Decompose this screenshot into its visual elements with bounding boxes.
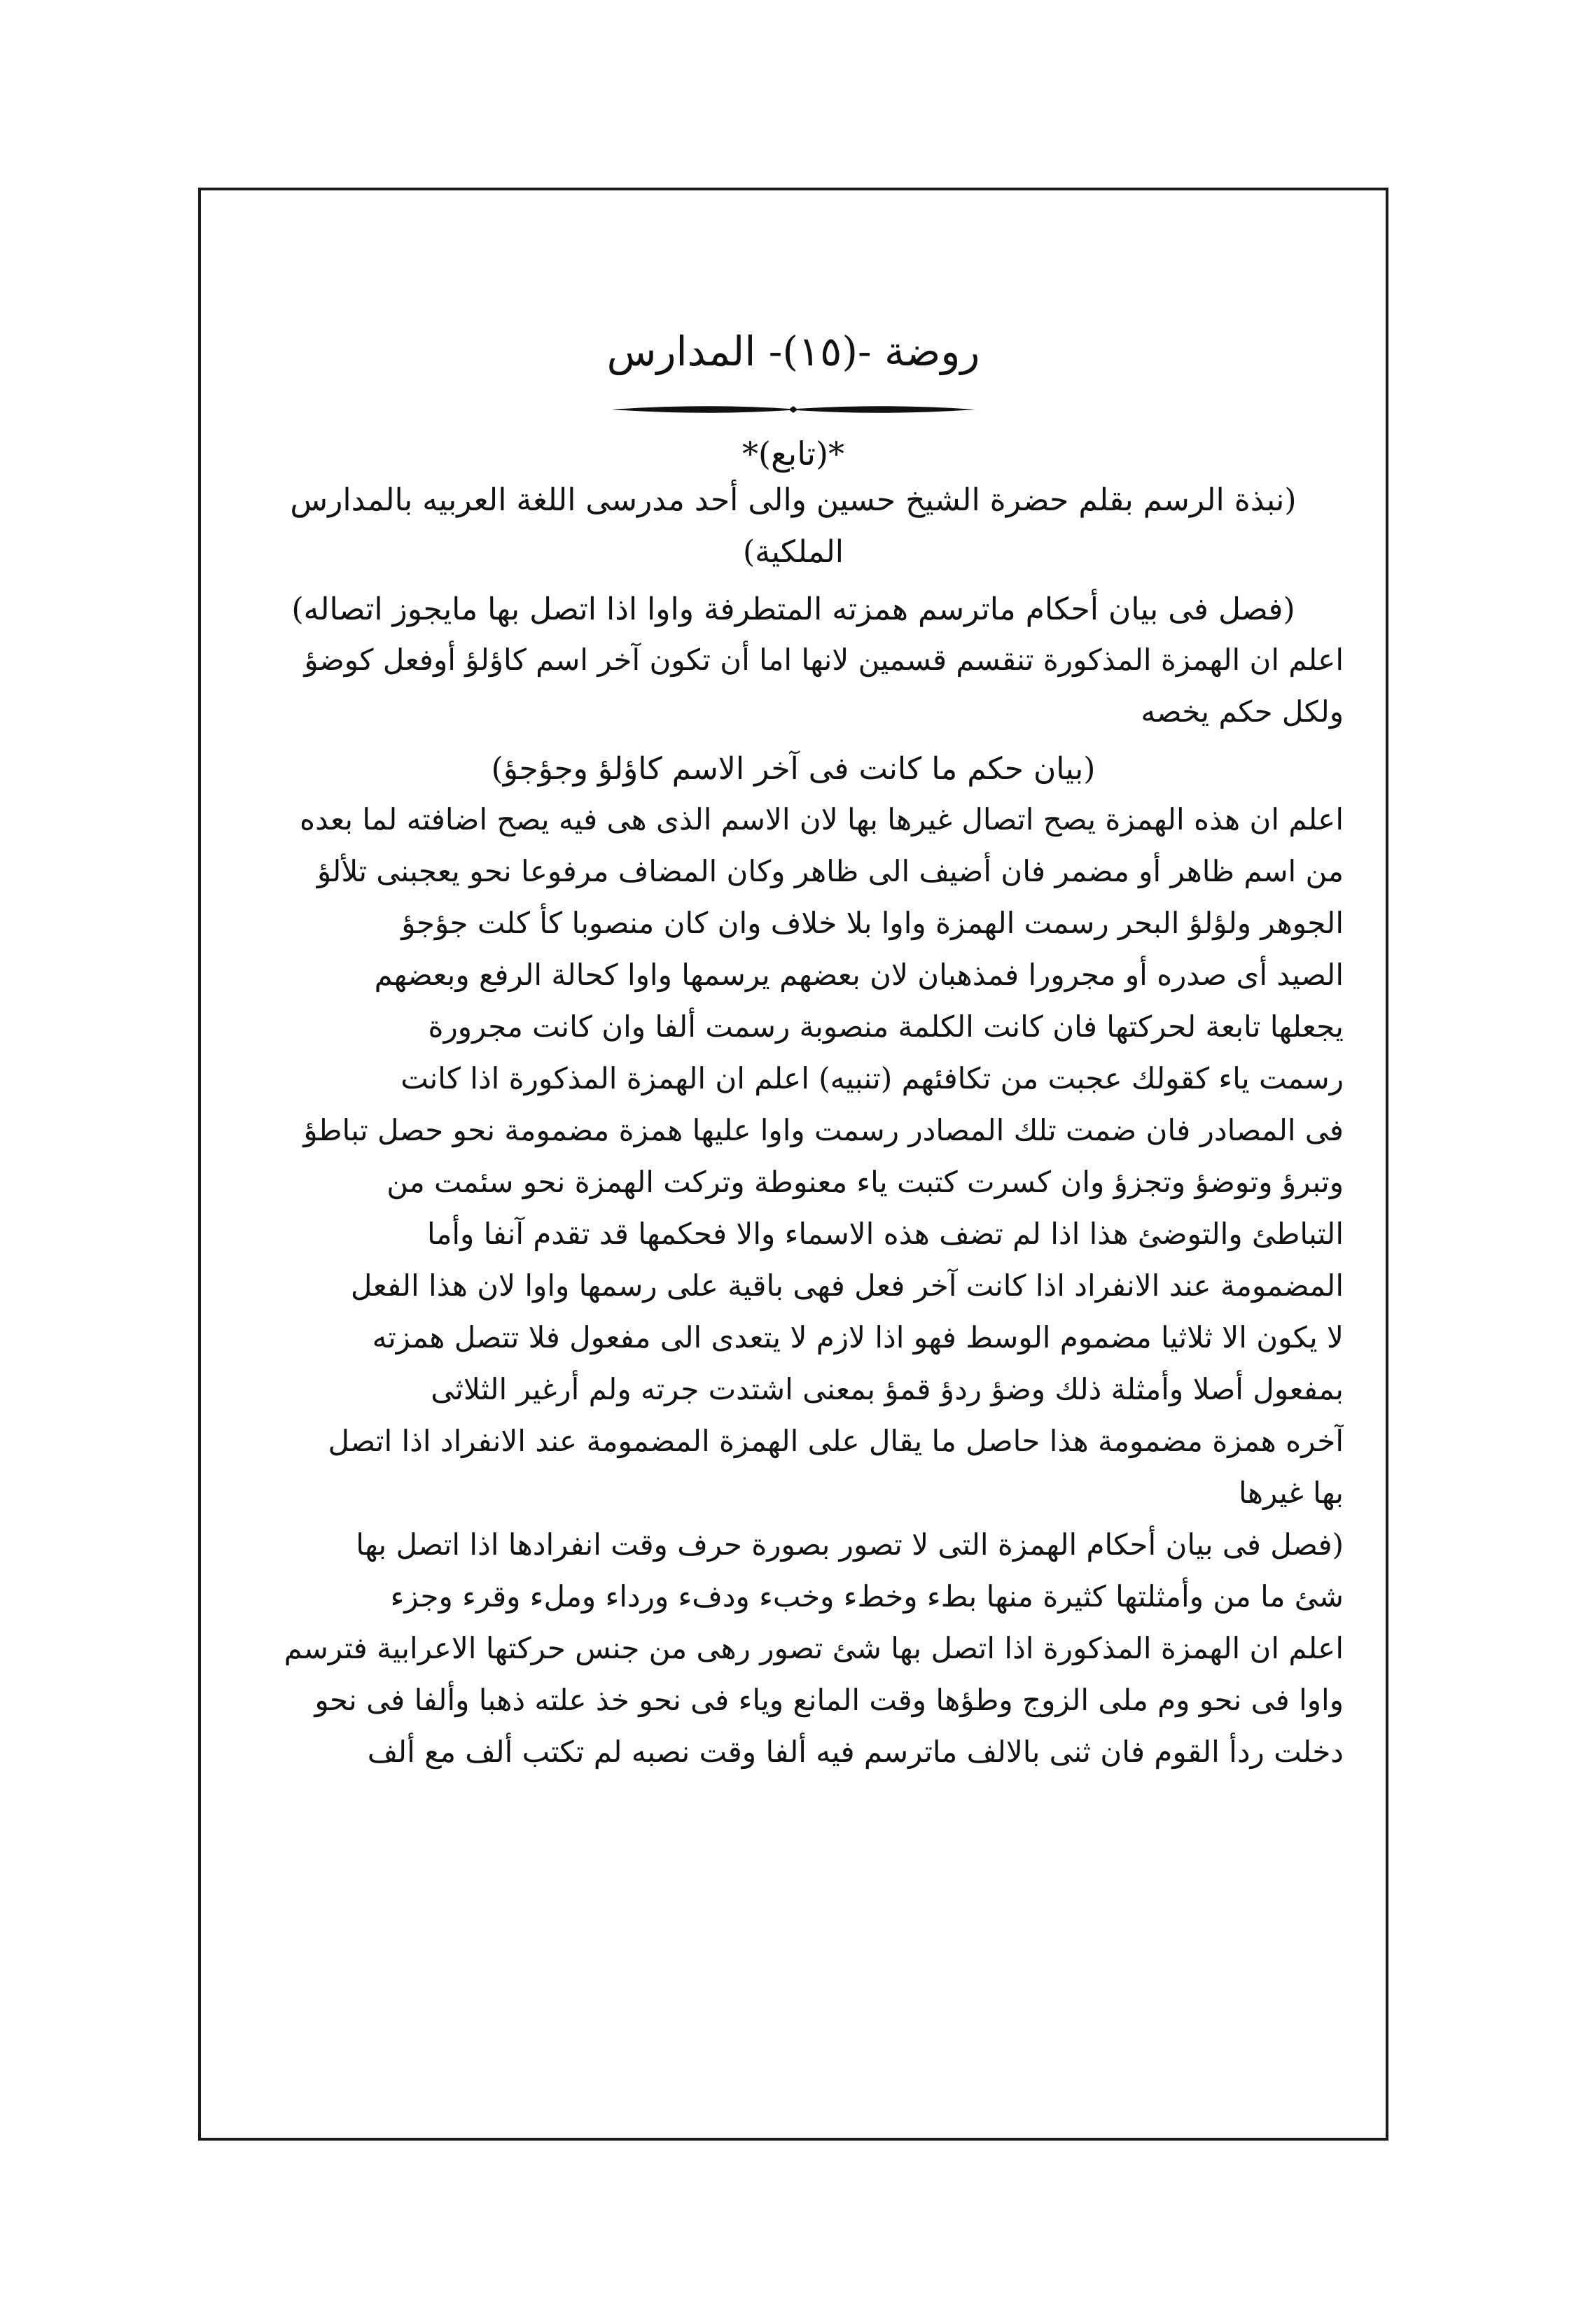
text-line: شئ ما من وأمثلتها كثيرة منها بطء وخطء وخبء ودفء ورداء وملء وقرء وجزء: [390, 1579, 1344, 1614]
text-line: وتبرؤ وتوضؤ وتجزؤ وان كسرت كتبت ياء معنوطة وتركت الهمزة نحو سئمت من: [386, 1165, 1344, 1199]
subtitle-line-1: (نبذة الرسم بقلم حضرة الشيخ حسين والى أحد مدرسى اللغة العربيه بالمدارس: [290, 482, 1297, 518]
text-line: اعلم ان الهمزة المذكورة اذا اتصل بها شئ تصور رهى من جنس حركتها الاعرابية فترسم: [284, 1631, 1344, 1665]
text-line: بمفعول أصلا وأمثلة ذلك وضؤ ردؤ قمؤ بمعنى اشتدت جرته ولم أرغير الثلاثى: [431, 1372, 1344, 1406]
text-line: اعلم ان الهمزة المذكورة تنقسم قسمين لانها اما أن تكون آخر اسم كاؤلؤ أوفعل كوضؤ: [304, 643, 1344, 677]
text-line: ولكل حكم يخصه: [1141, 694, 1344, 729]
subtitle-line-2: الملكية): [743, 534, 844, 570]
text-line: التباطئ والتوضئ هذا اذا لم تضف هذه الاسماء والا فحكمها قد تقدم آنفا وأما: [427, 1217, 1344, 1251]
section-heading-1: (فصل فى بيان أحكام ماترسم همزته المتطرفة واوا اذا اتصل بها مايجوز اتصاله): [291, 592, 1295, 627]
text-line: دخلت ردأ القوم فان ثنى بالالف ماترسم فيه ألفا وقت نصبه لم تكتب ألف مع ألف: [367, 1735, 1344, 1769]
running-header: روضة -(١٥)- المدارس: [606, 328, 980, 375]
text-line: اعلم ان هذه الهمزة يصح اتصال غيرها بها لان الاسم الذى هى فيه يصح اضافته لما بعده: [300, 802, 1344, 836]
text-line: فى المصادر فان ضمت تلك المصادر رسمت واوا عليها همزة مضمومة نحو حصل تباطؤ: [303, 1113, 1344, 1147]
text-line: الصيد أى صدره أو مجرورا فمذهبان لان بعضهم يرسمها واوا كحالة الرفع وبعضهم: [374, 958, 1344, 992]
text-line: آخره همزة مضمومة هذا حاصل ما يقال على الهمزة المضمومة عند الانفراد اذا اتصل: [328, 1424, 1344, 1458]
text-line: يجعلها تابعة لحركتها فان كانت الكلمة منصوبة رسمت ألفا وان كانت مجرورة: [428, 1009, 1344, 1044]
text-line: المضمومة عند الانفراد اذا كانت آخر فعل فهى باقية على رسمها واوا لان هذا الفعل: [350, 1268, 1344, 1303]
text-line: واوا فى نحو وم ملى الزوج وطؤها وقت المانع وياء فى نحو خذ علته ذهبا وألفا فى نحو: [314, 1683, 1344, 1717]
page-content: [243, 323, 1344, 1778]
section-heading-2: (بيان حكم ما كانت فى آخر الاسم كاؤلؤ وجؤجؤ): [491, 751, 1096, 787]
page-frame: [198, 188, 1388, 2141]
text-line: بها غيرها: [1239, 1476, 1344, 1510]
continued-label: *(تابع)*: [742, 435, 844, 472]
section-1-text: [243, 634, 1344, 738]
text-line: لا يكون الا ثلاثيا مضموم الوسط فهو اذا لازم لا يتعدى الى مفعول فلا تتصل همزته: [372, 1320, 1344, 1354]
section-3-text: [243, 1519, 1344, 1778]
text-line: (فصل فى بيان أحكام الهمزة التى لا تصور بصورة حرف وقت انفرادها اذا اتصل بها: [356, 1527, 1344, 1562]
text-line: رسمت ياء كقولك عجبت من تكافئهم (تنبيه) اعلم ان الهمزة المذكورة اذا كانت: [401, 1061, 1344, 1096]
text-line: الجوهر ولؤلؤ البحر رسمت الهمزة واوا بلا خلاف وان كان منصوبا كأ كلت جؤجؤ: [401, 906, 1344, 940]
ornament-divider: [611, 399, 975, 420]
section-2-text: [243, 794, 1344, 1519]
text-line: من اسم ظاهر أو مضمر فان أضيف الى ظاهر وكان المضاف مرفوعا نحو يعجبنى تلألؤ: [316, 854, 1344, 888]
